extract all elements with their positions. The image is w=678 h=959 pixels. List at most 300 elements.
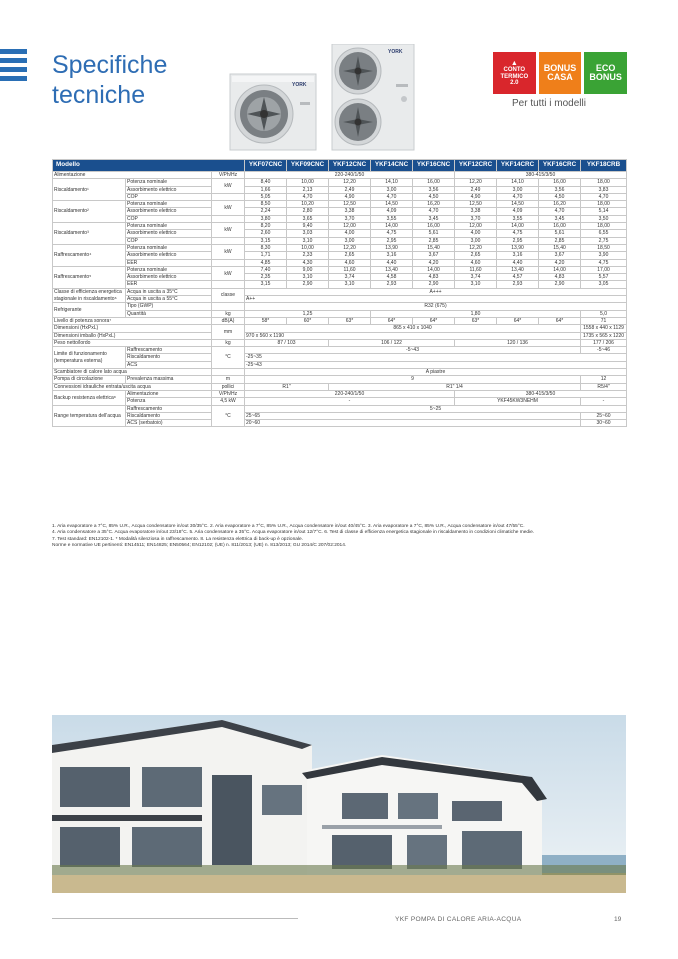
spec-cell: R1" 1/4: [329, 383, 581, 390]
spec-cell: classe: [212, 288, 245, 303]
spec-cell: 6,55: [581, 230, 627, 237]
spec-cell: 11,60: [329, 266, 371, 273]
spec-cell: 2,95: [371, 237, 413, 244]
spec-cell: 4,60: [455, 259, 497, 266]
spec-cell: 7,40: [245, 266, 287, 273]
spec-cell: Dimensioni (HxPxL): [53, 325, 212, 332]
spec-cell: 3,05: [581, 281, 627, 288]
spec-cell: 14,00: [371, 223, 413, 230]
spec-cell: 4,50: [413, 193, 455, 200]
spec-cell: 3,90: [581, 252, 627, 259]
spec-cell: Raffrescamento⁵: [53, 266, 126, 288]
spec-cell: 3,00: [455, 237, 497, 244]
spec-cell: [212, 303, 245, 310]
spec-row: [53, 244, 627, 251]
spec-cell: 106 / 122: [329, 339, 455, 346]
spec-cell: 58*: [245, 317, 287, 324]
spec-cell: 12,00: [455, 223, 497, 230]
spec-cell: 8,20: [245, 223, 287, 230]
spec-cell: 12,20: [329, 179, 371, 186]
spec-cell: 15,40: [413, 244, 455, 251]
spec-row: [53, 420, 627, 427]
spec-cell: Backup resistenza elettrica⁸: [53, 390, 126, 405]
spec-cell: Classe di efficienza energetica stagionale in riscaldamento⁶: [53, 288, 126, 303]
spec-row: [53, 303, 627, 310]
spec-cell: 380-415/3/50: [455, 172, 627, 179]
spec-cell: °C: [212, 405, 245, 427]
spec-cell: [212, 369, 245, 376]
spec-cell: Peso netto/lordo: [53, 339, 212, 346]
spec-cell: 4,75: [581, 259, 627, 266]
spec-cell: Acqua in uscita a 35°C: [126, 288, 212, 295]
spec-cell: 3,00: [329, 237, 371, 244]
spec-cell: -25~35: [245, 354, 627, 361]
spec-cell: 4,70: [539, 208, 581, 215]
spec-cell: 1,71: [245, 252, 287, 259]
spec-cell: 4,20: [413, 259, 455, 266]
eco-bonus-badge: ECO BONUS: [584, 52, 627, 94]
spec-cell: Assorbimento elettrico: [126, 186, 212, 193]
footer-title: YKF POMPA DI CALORE ARIA-ACQUA: [395, 916, 522, 923]
spec-cell: 8,30: [245, 244, 287, 251]
spec-row: [53, 223, 627, 230]
spec-row: [53, 383, 627, 390]
spec-cell: Assorbimento elettrico: [126, 230, 212, 237]
spec-cell: 12,00: [329, 223, 371, 230]
spec-cell: 9,40: [287, 223, 329, 230]
spec-cell: Acqua in uscita a 55°C: [126, 296, 212, 303]
spec-cell: 1,80: [371, 310, 581, 317]
spec-cell: 3,74: [455, 274, 497, 281]
spec-cell: 4,40: [497, 259, 539, 266]
spec-cell: 3,38: [329, 208, 371, 215]
spec-cell: 13,40: [371, 266, 413, 273]
spec-row: [53, 252, 627, 259]
bonus-casa-badge: BONUS CASA: [539, 52, 582, 94]
spec-cell: 13,90: [497, 244, 539, 251]
spec-cell: 220-240/1/50: [245, 172, 455, 179]
spec-cell: 2,90: [287, 281, 329, 288]
spec-cell: m: [212, 376, 245, 383]
spec-cell: 12: [581, 376, 627, 383]
menu-stripes-icon: [0, 49, 27, 85]
spec-cell: 16,00: [413, 179, 455, 186]
spec-row: [53, 347, 627, 354]
spec-cell: Prevalenza massima: [126, 376, 212, 383]
spec-cell: 60*: [287, 317, 329, 324]
spec-cell: Tipo (GWP): [126, 303, 212, 310]
spec-cell: 2,93: [497, 281, 539, 288]
spec-cell: Livello di potenza sonora⁷: [53, 317, 212, 324]
spec-row: [53, 266, 627, 273]
spec-cell: 4,09: [371, 208, 413, 215]
spec-cell: 3,80: [245, 215, 287, 222]
footer-rule: [52, 918, 298, 919]
spec-cell: 1,25: [245, 310, 371, 317]
spec-row: [53, 405, 627, 412]
spec-row: [53, 390, 627, 397]
spec-cell: 4,75: [371, 230, 413, 237]
header-ykf16crc: YKF16CRC: [539, 160, 581, 172]
spec-cell: 3,74: [329, 274, 371, 281]
spec-cell: 3,45: [413, 215, 455, 222]
spec-cell: 12,50: [329, 201, 371, 208]
spec-cell: 30~60: [581, 420, 627, 427]
spec-cell: 2,49: [455, 186, 497, 193]
spec-cell: 14,50: [371, 201, 413, 208]
spec-cell: mm: [212, 325, 245, 340]
header-ykf07cnc: YKF07CNC: [245, 160, 287, 172]
spec-cell: 177 / 206: [581, 339, 627, 346]
spec-cell: 3,50: [581, 215, 627, 222]
spec-cell: Raffrescamento⁴: [53, 244, 126, 266]
spec-table-header: [53, 160, 627, 172]
spec-cell: 2,90: [413, 281, 455, 288]
spec-cell: 4,83: [413, 274, 455, 281]
spec-cell: 5,05: [245, 193, 287, 200]
spec-cell: Dimensioni imballo (HxPxL): [53, 332, 212, 339]
spec-cell: EER: [126, 259, 212, 266]
spec-row: [53, 208, 627, 215]
header-ykf14cnc: YKF14CNC: [371, 160, 413, 172]
spec-cell: 3,03: [287, 230, 329, 237]
spec-cell: 3,67: [539, 252, 581, 259]
spec-cell: 64*: [497, 317, 539, 324]
spec-cell: 16,00: [539, 223, 581, 230]
spec-cell: R32 (675): [245, 303, 627, 310]
spec-cell: 4,5 kW: [212, 398, 245, 405]
spec-cell: Quantità: [126, 310, 212, 317]
spec-cell: V/Ph/Hz: [212, 390, 245, 397]
spec-cell: 5,61: [413, 230, 455, 237]
spec-cell: 4,20: [539, 259, 581, 266]
spec-cell: [212, 281, 245, 288]
spec-cell: 87 / 103: [245, 339, 329, 346]
page-number: 19: [614, 916, 622, 923]
spec-cell: Raffrescamento: [126, 405, 212, 412]
spec-cell: 4,40: [371, 259, 413, 266]
spec-cell: 5~25: [245, 405, 627, 412]
spec-cell: kg: [212, 310, 245, 317]
spec-cell: 64*: [413, 317, 455, 324]
spec-cell: 3,55: [371, 215, 413, 222]
spec-cell: 4,00: [329, 230, 371, 237]
spec-cell: 2,35: [245, 274, 287, 281]
spec-cell: 3,16: [497, 252, 539, 259]
spec-row: [53, 296, 627, 303]
spec-cell: 63*: [455, 317, 497, 324]
spec-cell: 8,50: [245, 201, 287, 208]
header-model: Modello: [53, 160, 245, 172]
spec-cell: 64*: [539, 317, 581, 324]
spec-cell: 4,70: [287, 193, 329, 200]
header-ykf09cnc: YKF09CNC: [287, 160, 329, 172]
spec-cell: kW: [212, 244, 245, 259]
spec-cell: 12,20: [455, 179, 497, 186]
spec-row: [53, 179, 627, 186]
spec-cell: 10,00: [287, 179, 329, 186]
spec-cell: 5,14: [581, 208, 627, 215]
header-ykf12cnc: YKF12CNC: [329, 160, 371, 172]
spec-cell: 4,90: [455, 193, 497, 200]
spec-cell: 4,60: [329, 259, 371, 266]
spec-cell: kW: [212, 266, 245, 281]
conto-termico-badge: ▲ CONTO TERMICO 2.0: [493, 52, 536, 94]
spec-cell: 1558 x 440 x 1129: [581, 325, 627, 332]
spec-cell: -: [245, 398, 455, 405]
spec-row: [53, 369, 627, 376]
spec-cell: Raffrescamento: [126, 347, 212, 354]
spec-cell: 4,00: [455, 230, 497, 237]
spec-cell: 5,61: [539, 230, 581, 237]
conto-termico-flame-icon: ▲: [510, 59, 518, 67]
spec-row: [53, 230, 627, 237]
spec-cell: kW: [212, 201, 245, 216]
spec-cell: -25~43: [245, 361, 627, 368]
spec-cell: 3,10: [287, 274, 329, 281]
spec-cell: 14,10: [371, 179, 413, 186]
page-title: [52, 50, 167, 110]
spec-cell: 3,10: [287, 237, 329, 244]
small-outdoor-unit: [230, 74, 316, 150]
spec-cell: 2,75: [581, 237, 627, 244]
spec-cell: kW: [212, 223, 245, 238]
spec-cell: 4,83: [539, 274, 581, 281]
spec-cell: Riscaldamento¹: [53, 179, 126, 201]
spec-cell: 970 x 560 x 1190: [245, 332, 581, 339]
spec-row: [53, 237, 627, 244]
spec-cell: 17,00: [581, 266, 627, 273]
spec-cell: Potenza nominale: [126, 179, 212, 186]
spec-cell: 2,93: [371, 281, 413, 288]
large-outdoor-unit: [332, 44, 414, 150]
spec-cell: 2,85: [413, 237, 455, 244]
spec-cell: V/Ph/Hz: [212, 172, 245, 179]
spec-cell: 16,20: [413, 201, 455, 208]
spec-cell: 11,60: [455, 266, 497, 273]
spec-cell: Potenza nominale: [126, 201, 212, 208]
spec-cell: -: [581, 398, 627, 405]
spec-cell: pollici: [212, 383, 245, 390]
spec-cell: [212, 259, 245, 266]
spec-cell: 4,90: [329, 193, 371, 200]
outdoor-units-image: [228, 44, 416, 152]
spec-cell: R1": [245, 383, 329, 390]
spec-row: [53, 310, 627, 317]
spec-cell: 4,70: [371, 193, 413, 200]
spec-cell: 380-415/3/50: [455, 390, 627, 397]
spec-cell: 2,24: [245, 208, 287, 215]
spec-cell: 12,50: [455, 201, 497, 208]
spec-cell: Assorbimento elettrico: [126, 208, 212, 215]
spec-cell: °C: [212, 347, 245, 369]
spec-cell: Potenza nominale: [126, 266, 212, 273]
spec-cell: Alimentazione: [126, 390, 212, 397]
spec-cell: 14,50: [497, 201, 539, 208]
spec-cell: 4,85: [245, 259, 287, 266]
spec-cell: 2,65: [455, 252, 497, 259]
spec-cell: [212, 193, 245, 200]
spec-cell: Refrigerante: [53, 303, 126, 318]
spec-cell: 18,50: [581, 244, 627, 251]
spec-cell: 15,40: [539, 244, 581, 251]
spec-cell: 25~60: [581, 412, 627, 419]
spec-cell: COP: [126, 215, 212, 222]
spec-cell: 3,10: [329, 281, 371, 288]
badges-subtitle: Per tutti i modelli: [512, 98, 586, 109]
spec-cell: 4,50: [539, 193, 581, 200]
spec-cell: Alimentazione: [53, 172, 212, 179]
spec-cell: 3,16: [371, 252, 413, 259]
spec-row: [53, 332, 627, 339]
spec-cell: COP: [126, 193, 212, 200]
spec-cell: 8,40: [245, 179, 287, 186]
spec-cell: 3,45: [539, 215, 581, 222]
spec-row: [53, 186, 627, 193]
spec-table: [52, 159, 627, 427]
spec-row: [53, 172, 627, 179]
spec-cell: 14,00: [413, 266, 455, 273]
spec-cell: ACS: [126, 361, 212, 368]
spec-cell: 3,70: [455, 215, 497, 222]
spec-cell: 13,40: [497, 266, 539, 273]
spec-cell: COP: [126, 237, 212, 244]
spec-cell: 3,15: [245, 281, 287, 288]
spec-row: [53, 193, 627, 200]
spec-cell: 25~65: [245, 412, 581, 419]
header-ykf18crb: YKF18CRB: [581, 160, 627, 172]
spec-cell: 16,00: [539, 179, 581, 186]
spec-cell: 14,00: [497, 223, 539, 230]
spec-cell: 2,60: [245, 230, 287, 237]
spec-cell: A+++: [245, 288, 627, 295]
spec-cell: Assorbimento elettrico: [126, 274, 212, 281]
spec-cell: 5,57: [581, 274, 627, 281]
spec-cell: Assorbimento elettrico: [126, 252, 212, 259]
spec-row: [53, 288, 627, 295]
spec-cell: 4,70: [497, 193, 539, 200]
footnote-line: 7. Test standard: EN12102-1. * Modalità silenziosa in raffrescamento. 8. La resistenza elettrica di back-up è opzionale.: [52, 536, 304, 542]
spec-cell: Riscaldamento³: [53, 223, 126, 245]
footnote-line: 1. Aria evaporatore a 7°C, 85% U.R., Acqua condensatore in/out 30/35°C. 2. Aria evaporatore a 7°C, 85% U.R., Acqua condensatore in/out 40/45°C. 3. Aria evaporatore a 7°C, 85% U.R., Acqua condensatore in/out 47/55°C.: [52, 524, 525, 529]
spec-cell: kg: [212, 339, 245, 346]
spec-cell: ACS (serbatoio): [126, 420, 212, 427]
spec-cell: 18,00: [581, 201, 627, 208]
spec-cell: Riscaldamento: [126, 412, 212, 419]
spec-cell: 4,09: [497, 208, 539, 215]
spec-cell: 3,56: [413, 186, 455, 193]
spec-cell: Potenza: [126, 398, 212, 405]
spec-cell: Riscaldamento: [126, 354, 212, 361]
spec-cell: 3,00: [371, 186, 413, 193]
header-ykf12crc: YKF12CRC: [455, 160, 497, 172]
spec-cell: -5~46: [581, 347, 627, 354]
spec-cell: 2,13: [287, 186, 329, 193]
spec-cell: 4,58: [371, 274, 413, 281]
spec-cell: 3,56: [539, 186, 581, 193]
spec-cell: 1,66: [245, 186, 287, 193]
spec-row: [53, 317, 627, 324]
spec-cell: 12,20: [329, 244, 371, 251]
spec-row: [53, 215, 627, 222]
spec-cell: 3,67: [413, 252, 455, 259]
spec-row: [53, 201, 627, 208]
spec-cell: 4,75: [497, 230, 539, 237]
spec-cell: 3,83: [581, 186, 627, 193]
spec-cell: A piastre: [245, 369, 627, 376]
spec-cell: Connessioni idrauliche entrata/uscita acqua: [53, 383, 212, 390]
spec-row: [53, 281, 627, 288]
spec-cell: 2,95: [497, 237, 539, 244]
spec-cell: Scambiatore di calore lato acqua: [53, 369, 212, 376]
spec-cell: Potenza nominale: [126, 244, 212, 251]
spec-cell: 3,38: [455, 208, 497, 215]
spec-cell: 3,65: [287, 215, 329, 222]
spec-cell: dB(A): [212, 317, 245, 324]
spec-row: [53, 354, 627, 361]
spec-cell: 4,70: [581, 193, 627, 200]
spec-cell: 12,20: [455, 244, 497, 251]
spec-cell: 120 / 136: [455, 339, 581, 346]
spec-cell: 71: [581, 317, 627, 324]
spec-cell: 5,0: [581, 310, 627, 317]
spec-cell: Limite di funzionamento (temperatura esterna): [53, 347, 126, 369]
spec-cell: -5~43: [245, 347, 581, 354]
spec-cell: 14,00: [539, 266, 581, 273]
spec-cell: 4,30: [287, 259, 329, 266]
spec-cell: 64*: [371, 317, 413, 324]
spec-cell: 13,90: [371, 244, 413, 251]
footnote-line: Norme e normative UE pertinenti: EN14511; EN14825; EN50564; EN12102; (UE) n. 811/2013; (UE) n. 813/2013; GU 2014/C 207/02:2014.: [52, 543, 347, 549]
spec-cell: 3,00: [497, 186, 539, 193]
spec-cell: Riscaldamento²: [53, 201, 126, 223]
spec-cell: R5/4": [581, 383, 627, 390]
spec-cell: 18,00: [581, 179, 627, 186]
spec-cell: 2,33: [287, 252, 329, 259]
spec-row: [53, 398, 627, 405]
spec-row: [53, 325, 627, 332]
spec-cell: 2,90: [539, 281, 581, 288]
spec-cell: 2,80: [287, 208, 329, 215]
brand-logo-small: YORK: [292, 82, 307, 88]
brand-logo-large: YORK: [388, 49, 403, 55]
spec-cell: 16,00: [413, 223, 455, 230]
spec-cell: 3,55: [497, 215, 539, 222]
page-title-line-2: tecniche: [52, 81, 146, 109]
spec-cell: 10,20: [287, 201, 329, 208]
header-ykf16cnc: YKF16CNC: [413, 160, 455, 172]
spec-cell: 63*: [329, 317, 371, 324]
footnotes: [52, 524, 626, 550]
page-title-line-1: Specifiche: [52, 51, 168, 79]
spec-cell: A++: [245, 296, 627, 303]
spec-cell: 18,00: [581, 223, 627, 230]
header-ykf14crc: YKF14CRC: [497, 160, 539, 172]
footnote-line: 4. Aria condensatore a 35°C. Acqua evaporatore in/out 23/18°C. 5. Aria condensatore a 35°C. Acqua evaporatore in/out 12/7°C. 6. Test di classe di efficienza energetica stagionale in riscaldamento in condizioni climatiche medie.: [52, 530, 535, 536]
spec-cell: 4,70: [413, 208, 455, 215]
spec-cell: 3,15: [245, 237, 287, 244]
spec-cell: 4,57: [497, 274, 539, 281]
spec-row: [53, 412, 627, 419]
spec-cell: 9,00: [287, 266, 329, 273]
spec-cell: 10,00: [287, 244, 329, 251]
spec-cell: 220-240/1/50: [245, 390, 455, 397]
spec-cell: EER: [126, 281, 212, 288]
spec-row: [53, 339, 627, 346]
spec-cell: 1735 x 565 x 1220: [581, 332, 627, 339]
spec-cell: [212, 215, 245, 222]
spec-cell: 865 x 410 x 1040: [245, 325, 581, 332]
